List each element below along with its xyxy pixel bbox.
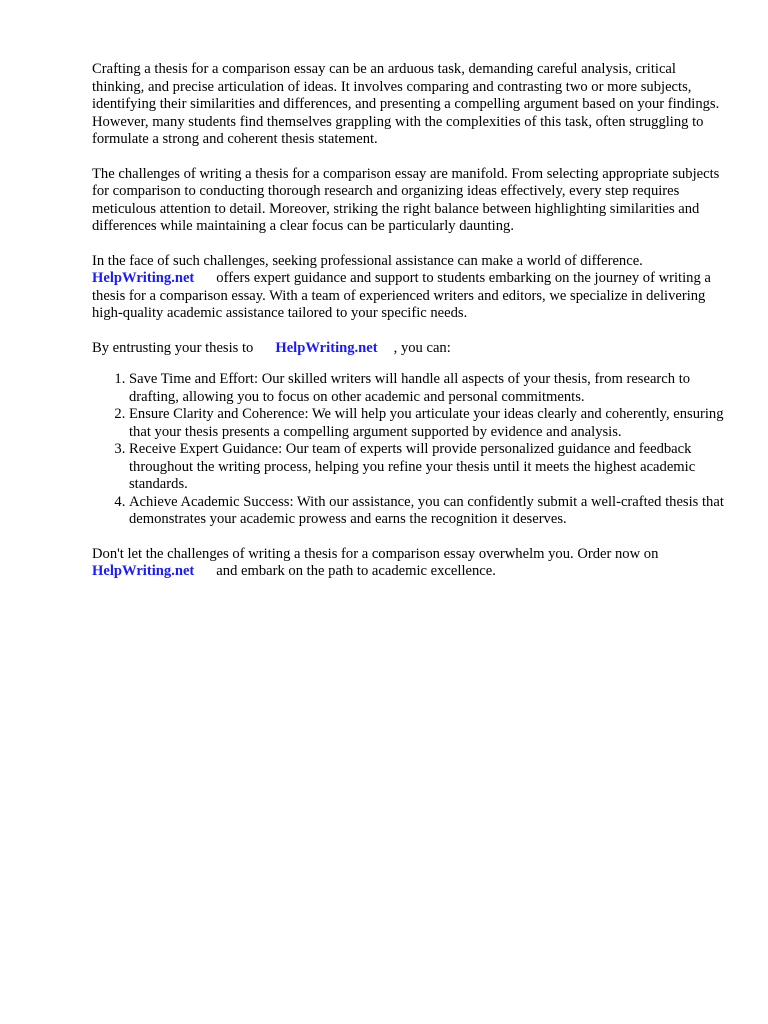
entrusting-paragraph [92,340,724,358]
assistance-intro-text: In the face of such challenges, seeking professional assistance can make a world of difference. [92,252,643,269]
challenges-paragraph [92,166,724,236]
intro-text: Crafting a thesis for a comparison essay can be an arduous task, demanding careful analysis, critical thinking, and precise articulation of ideas. It involves comparing and contrasting two or more subjects, identifying their similarities and differences, and presenting a compelling argument based on your findings. However, many students find themselves grappling with the complexities of this task, often struggling to formulate a strong and coherent thesis statement. [92,61,720,147]
helpwriting-link-3[interactable]: HelpWriting.net [92,563,195,579]
challenges-text: The challenges of writing a thesis for a comparison essay are manifold. From selecting appropriate subjects for comparison to conducting thorough research and organizing ideas effectively, every step requires meticulous attention to detail. Moreover, striking the right balance between highlighting similarities and differences while maintaining a clear focus can be particularly daunting. [92,165,720,234]
helpwriting-link-1[interactable]: HelpWriting.net [92,270,195,286]
intro-paragraph [92,61,724,149]
document-page [92,61,724,598]
entrusting-before-text: By entrusting your thesis to [92,339,254,356]
assistance-paragraph [92,253,724,323]
closing-after-text: and embark on the path to academic excellence. [216,563,496,579]
benefit-item: 2. Ensure Clarity and Coherence: We will help you articulate your ideas clearly and coherently, ensuring that your thesis presents a compelling argument supported by evidence and analysis. [129,406,724,441]
closing-paragraph [92,546,724,581]
helpwriting-link-2[interactable]: HelpWriting.net [275,339,378,356]
benefit-item: 3. Receive Expert Guidance: Our team of experts will provide personalized guidance and feedback throughout the writing process, helping you refine your thesis until it meets the highest academic standards. [129,441,724,494]
entrusting-after-text: , you can: [393,339,451,356]
benefit-item: 4. Achieve Academic Success: With our assistance, you can confidently submit a well-crafted thesis that demonstrates your academic prowess and earns the recognition it deserves. [129,494,724,529]
closing-before-text: Don't let the challenges of writing a thesis for a comparison essay overwhelm you. Order now on [92,545,659,562]
benefit-item: 1. Save Time and Effort: Our skilled writers will handle all aspects of your thesis, from research to drafting, allowing you to focus on other academic and personal commitments. [129,371,724,406]
assistance-rest-text: offers expert guidance and support to students embarking on the journey of writing a thesis for a comparison essay. With a team of experienced writers and editors, we specialize in delivering high-quality academic assistance tailored to your specific needs. [92,270,711,321]
benefits-list [92,371,724,529]
